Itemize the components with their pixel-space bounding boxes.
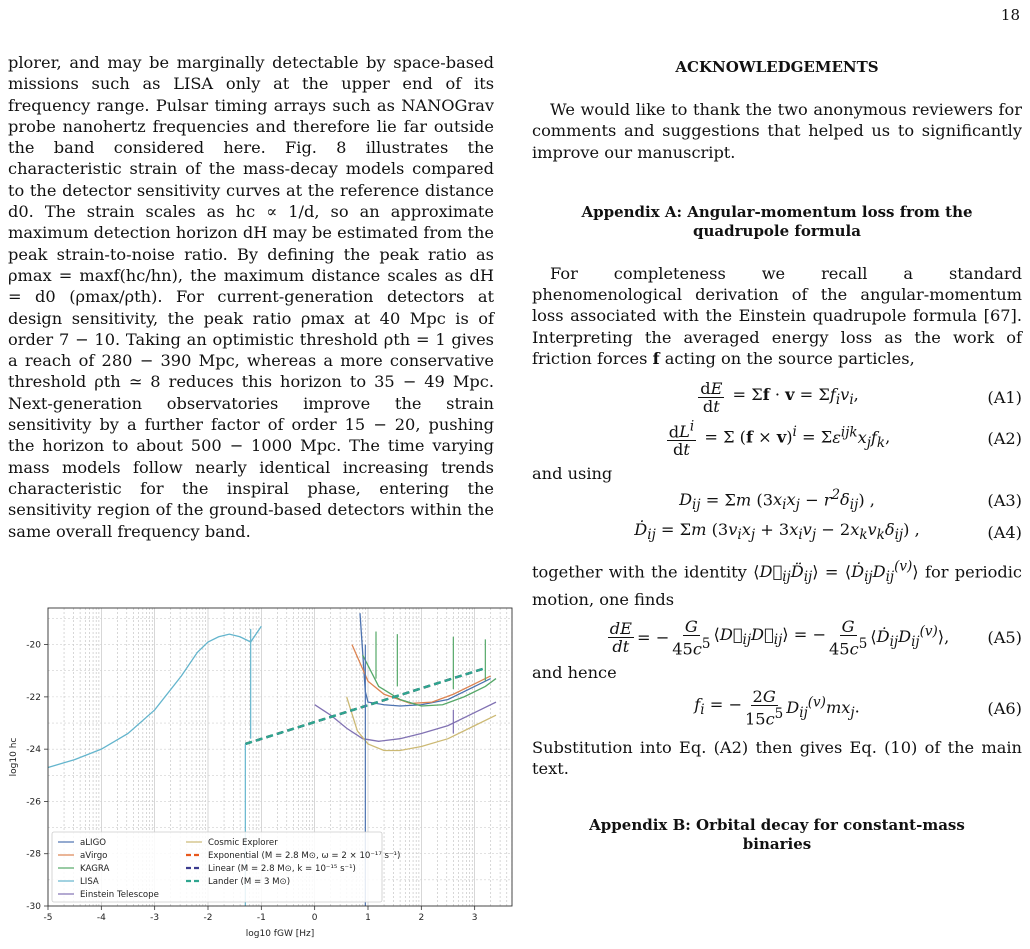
right-column <box>532 52 1022 854</box>
equation-a2: $\frac{dL^i}{dt}$ = Σ $(f \times v)^i = \Sigma\varepsilon^{ijk}x_jf_k$, (A2) <box>668 418 1022 460</box>
eq-label: (A4) <box>987 523 1022 543</box>
legend-label: Linear (M = 2.8 M⊙, k = 10⁻¹⁵ s⁻¹) <box>208 864 356 874</box>
x-tick-label: 1 <box>365 913 371 923</box>
x-tick-label: 2 <box>418 913 425 923</box>
eq-label: (A2) <box>987 428 1022 448</box>
equation-a3: $D_{ij} = \Sigma m$ $(3x_ix_j - r^2\delta_{ij})$ , (A3) <box>679 486 1022 514</box>
x-tick-label: -5 <box>43 913 53 923</box>
equation-a5: $\frac{dE}{dt}$ = − $\frac{G}{45c^5}$ $⟨D⃛_{ij}D⃛_{ij}⟩$ = − $\frac{G}{45c^5}$ $⟨Ḋ_{ij}D_{ij}^{(v)}⟩$, (A5) <box>609 617 1022 659</box>
legend-label: KAGRA <box>80 864 110 874</box>
eq-label: (A6) <box>987 698 1022 718</box>
y-tick-label: -20 <box>26 640 41 651</box>
strain-chart <box>0 600 520 945</box>
y-axis-label: log10 hc <box>9 737 19 777</box>
eq-label: (A3) <box>987 491 1022 511</box>
y-tick-label: -26 <box>26 797 41 808</box>
appendix-a-heading: Appendix A: Angular-momentum loss from the quadrupole formula <box>581 202 973 240</box>
legend-label: Exponential (M = 2.8 M⊙, ω = 2 × 10⁻¹⁷ s⁻¹) <box>208 851 401 861</box>
and-using: and using <box>532 464 613 484</box>
y-tick-label: -30 <box>26 902 41 912</box>
ack-heading: ACKNOWLEDGEMENTS <box>675 58 879 76</box>
legend-label: Einstein Telescope <box>80 890 159 900</box>
eq-label: (A1) <box>987 387 1022 407</box>
x-tick-label: -2 <box>203 913 213 923</box>
left-column <box>8 52 494 542</box>
y-tick-label: -28 <box>26 849 41 860</box>
equation-a4: Ḋ$_{ij}$ = Σm $(3v_ix_j + 3x_iv_j - 2x_kv_k\delta_{ij})$ , (A4) <box>634 519 1022 544</box>
and-hence: and hence <box>532 662 617 682</box>
legend-label: LISA <box>80 877 99 887</box>
equation-a6: $f_i$ = − $\frac{2G}{15c^5}$ $D_{ij}^{(v)}mx_j$. (A6) <box>694 687 1022 729</box>
x-tick-label: 3 <box>471 913 478 923</box>
x-tick-label: 0 <box>311 913 318 923</box>
page-number: 18 <box>1000 6 1020 24</box>
x-tick-label: -4 <box>96 913 106 923</box>
legend-label: aLIGO <box>80 838 107 848</box>
y-tick-label: -24 <box>26 745 41 756</box>
substitution-paragraph: Substitution into Eq. (A2) then gives Eq. (10) of the main text. <box>532 738 1022 779</box>
legend-label: aVirgo <box>80 851 108 861</box>
ack-paragraph: We would like to thank the two anonymous reviewers for comments and suggestions that helped us to significantly improve our manuscript. <box>532 100 1022 162</box>
body-paragraph: plorer, and may be marginally detectable by space-based missions such as LISA only at the upper end of its frequency range. Pulsar timing arrays such as NANOGrav probe nanohertz frequencies and therefore lie far outside the band considered here. Fig. 8 illustrates the characteristic strain of the mass-decay models compared to the detector sensitivity curves at the reference distance d0. The strain scales as hc ∝ 1/d, so an approximate maximum detection horizon dH may be estimated from the peak strain-to-noise ratio. By defining the peak ratio as ρmax = maxf(hc/hn), the maximum distance scales as dH = d0 (ρmax/ρth). For current-generation detectors at design sensitivity, the peak ratio ρmax at 40 Mpc is of order 7 − 10. Taking an optimistic threshold ρth = 1 gives a reach of 280 − 390 Mpc, whereas a more conservative threshold ρth ≃ 8 reduces this horizon to 35 − 49 Mpc. Next-generation observatories improve the strain sensitivity by a further factor of order 15 − 20, pushing the horizon to about 500 − 1000 Mpc. The time varying mass models follow nearly identical increasing trends characteristic for the inspiral phase, entering the sensitivity region of the ground-based detectors within the same overall frequency band. <box>8 53 494 541</box>
y-tick-label: -22 <box>26 692 41 703</box>
identity-paragraph: together with the identity $⟨D⃛_{ij}D̈_{ij}⟩$ = $⟨Ḋ_{ij}D_{ij}^{(v)}⟩$ for periodic motion, one finds <box>532 558 1022 609</box>
eq-label: (A5) <box>987 628 1022 648</box>
x-axis-label: log10 fGW [Hz] <box>245 929 315 939</box>
appendix-a-paragraph: For completeness we recall a standard phenomenological derivation of the angular-momentum loss associated with the Einstein quadrupole formula [67]. Interpreting the averaged energy loss as the work of friction forces f acting on the source particles, <box>532 263 1022 369</box>
appendix-b-heading: Appendix B: Orbital decay for constant-mass binaries <box>589 815 965 853</box>
legend-label: Cosmic Explorer <box>208 838 278 848</box>
x-tick-label: -3 <box>150 913 160 923</box>
strain-figure <box>0 600 520 945</box>
legend-label: Lander (M = 3 M⊙) <box>208 877 291 887</box>
equation-a1: $\frac{dE}{dt}$ = $\Sigma f \cdot v = \Sigma f_iv_i$, (A1) <box>700 378 1022 416</box>
x-tick-label: -1 <box>256 913 266 923</box>
